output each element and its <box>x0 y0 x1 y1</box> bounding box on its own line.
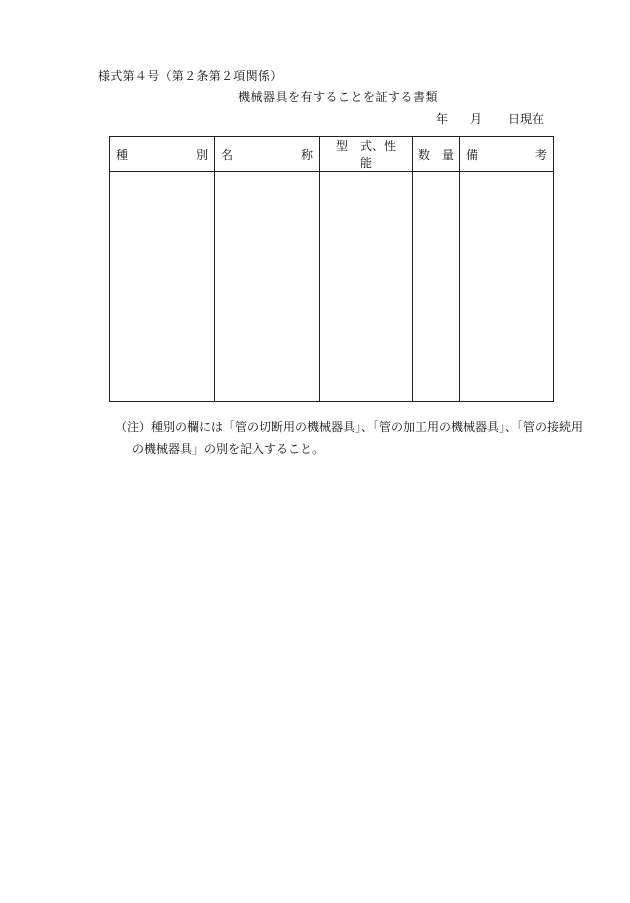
header-name <box>215 137 320 172</box>
date-year-label: 年 <box>436 112 449 126</box>
date-month-label: 月 <box>470 112 483 126</box>
footnote-line-1: （注）種別の欄には「管の切断用の機械器具」、「管の加工用の機械器具」、「管の接続用 <box>115 420 584 434</box>
cell-type[interactable] <box>110 172 215 402</box>
header-type-left: 種 <box>116 147 129 162</box>
header-remarks <box>460 137 554 172</box>
document-title: 機械器具を有することを証する書類 <box>238 90 439 104</box>
cell-name[interactable] <box>215 172 320 402</box>
header-name-left: 名 <box>221 147 234 162</box>
header-quantity-label: 数 量 <box>417 147 454 162</box>
cell-quantity[interactable] <box>413 172 460 402</box>
header-remarks-left: 備 <box>466 147 479 162</box>
header-name-right: 称 <box>300 147 313 162</box>
header-quantity <box>413 137 460 172</box>
header-model-label: 型 式、性 能 <box>335 139 409 170</box>
cell-model[interactable] <box>320 172 413 402</box>
header-type-right: 別 <box>195 147 208 162</box>
cell-remarks[interactable] <box>460 172 554 402</box>
footnote-line-2: の機械器具」の別を記入すること。 <box>132 442 325 456</box>
table-header-row <box>110 137 554 172</box>
table-body-row <box>110 172 554 402</box>
footnote <box>115 416 583 460</box>
header-type <box>110 137 215 172</box>
equipment-table <box>109 136 554 402</box>
header-model <box>320 137 413 172</box>
header-remarks-right: 考 <box>534 147 547 162</box>
form-number: 様式第４号（第２条第２項関係） <box>98 69 283 83</box>
date-day-label: 日現在 <box>508 112 545 126</box>
